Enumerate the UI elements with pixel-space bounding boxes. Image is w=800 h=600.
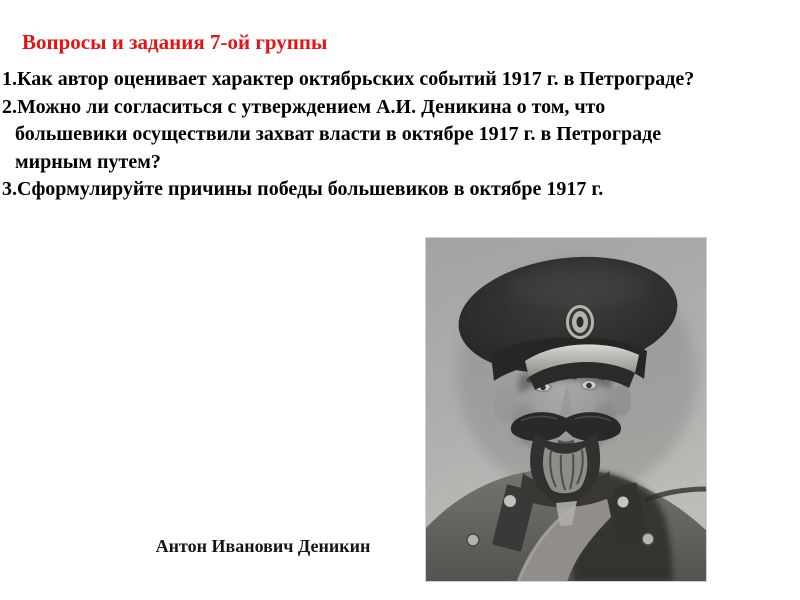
denikin-photo: [425, 237, 707, 582]
photo-caption: Антон Иванович Деникин: [155, 536, 371, 556]
question-line-4: мирным путем?: [15, 150, 161, 173]
question-line-5: 3.Сформулируйте причины победы большевиков в октябре 1917 г.: [2, 178, 604, 200]
question-line-2: 2.Можно ли согласиться с утверждением А.И. Деникина о том, что: [2, 95, 606, 118]
questions-block: [2, 66, 798, 204]
question-line-1: 1.Как автор оценивает характер октябрьских событий 1917 г. в Петрограде?: [2, 68, 695, 90]
question-line-3: большевики осуществили захват власти в октябре 1917 г. в Петрограде: [15, 123, 662, 145]
denikin-portrait-illustration: [425, 237, 707, 582]
slide-title: Вопросы и задания 7-ой группы: [22, 30, 328, 55]
